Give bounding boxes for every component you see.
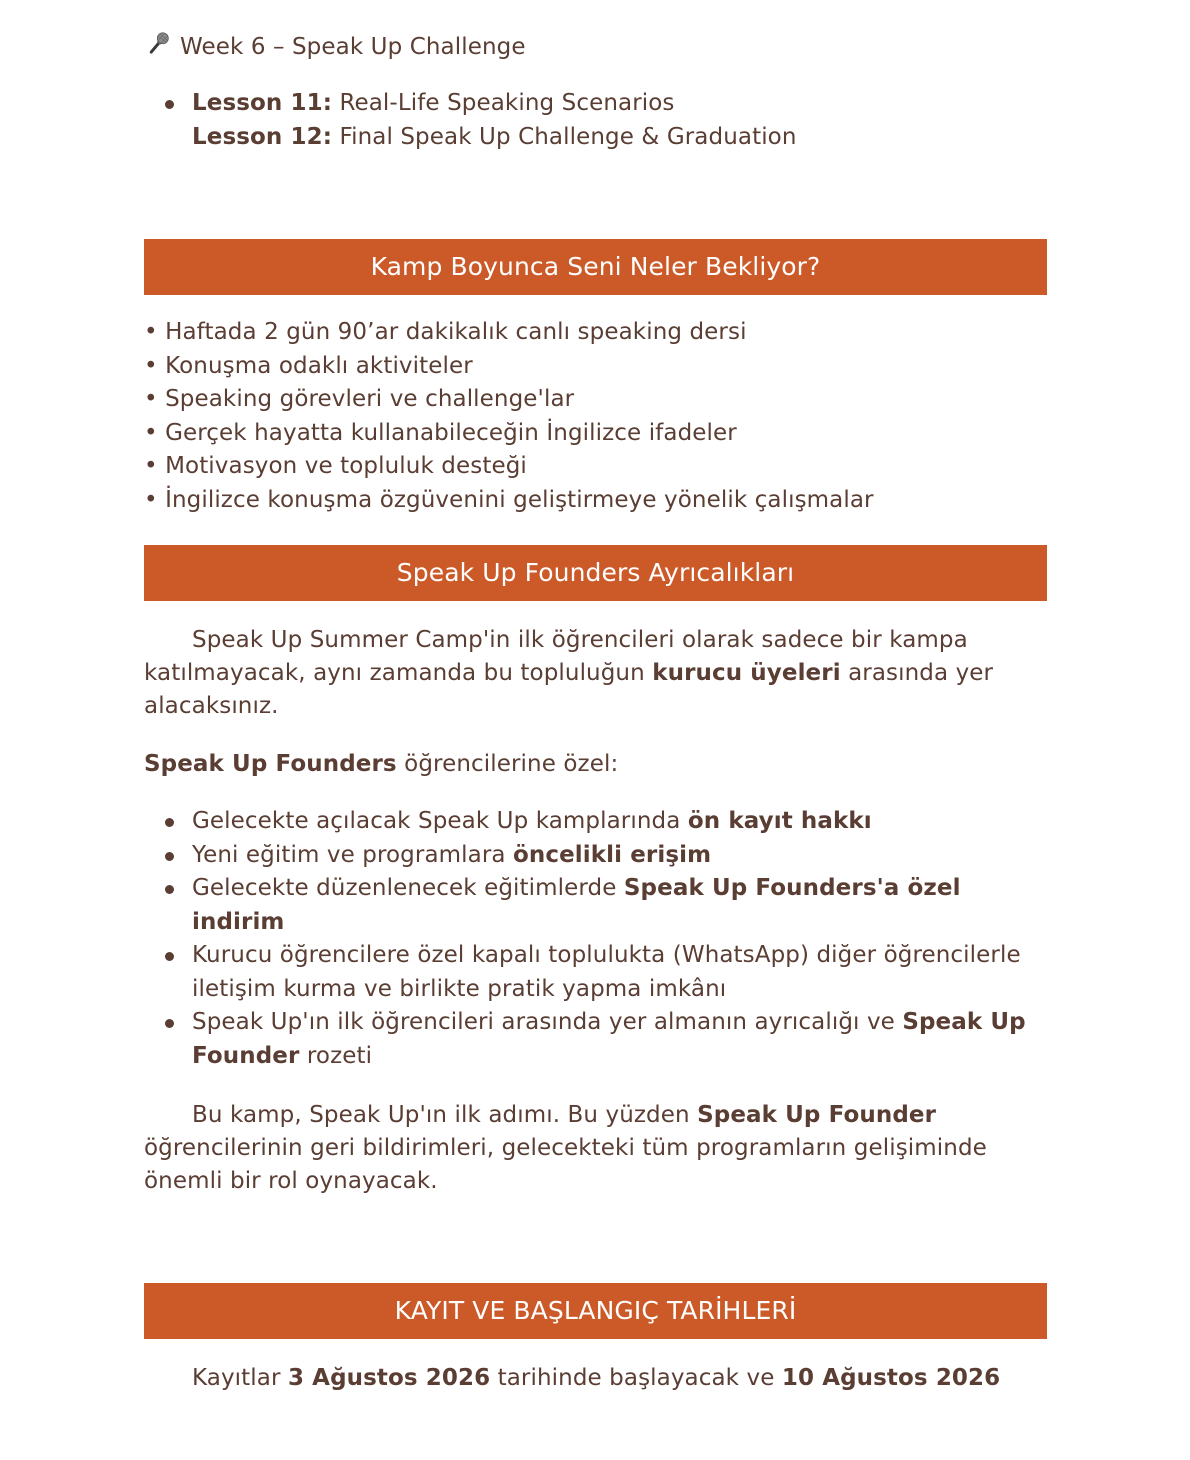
list-item: • İngilizce konuşma özgüvenini geliştirmeye yönelik çalışmalar — [144, 486, 874, 513]
perk-text: rozeti — [299, 1042, 373, 1069]
list-item — [144, 1006, 1047, 1073]
list-item: • Motivasyon ve topluluk desteği — [144, 453, 527, 480]
week-title — [144, 30, 526, 64]
list-item: • Speaking görevleri ve challenge'lar — [144, 386, 575, 413]
list-item — [144, 805, 1047, 839]
perk-bold-text: Speak Up Founders'a özel indirim — [192, 875, 961, 935]
founders-perks-list — [144, 805, 1047, 1073]
lesson-list — [144, 87, 1047, 154]
registration-dates-paragraph — [144, 1362, 1047, 1395]
start-date: 3 Ağustos 2026 — [287, 1365, 491, 1391]
founders-closing-paragraph — [144, 1099, 1047, 1198]
list-item — [144, 939, 1047, 1006]
camp-features-list — [144, 316, 1047, 518]
perk-text: Kurucu öğrencilere özel kapalı toplulukta (WhatsApp) diğer öğrencilerle iletişim kurma ve birlikte pratik yapma imkânı — [192, 942, 1021, 1002]
lesson-label: Lesson 12: — [192, 123, 333, 150]
week-title-text: Week 6 – Speak Up Challenge — [180, 34, 526, 60]
paragraph-bold-text: kurucu üyeleri — [652, 660, 841, 686]
perk-bold-text: Speak Up Founder — [192, 1009, 1026, 1069]
section-heading-banner: Kamp Boyunca Seni Neler Bekliyor? — [144, 239, 1047, 295]
perk-text: Yeni eğitim ve programlara — [192, 841, 513, 868]
end-date: 10 Ağustos 2026 — [781, 1365, 1001, 1391]
paragraph-text: arasında yer alacaksınız. — [144, 660, 994, 719]
microphone-icon — [144, 30, 172, 58]
perk-bold-text: öncelikli erişim — [512, 841, 712, 868]
list-item — [144, 839, 1047, 873]
paragraph-bold-text: Speak Up Founder — [697, 1102, 937, 1128]
section-heading-banner: Speak Up Founders Ayrıcalıkları — [144, 545, 1047, 601]
paragraph-text: öğrencilerine özel: — [396, 751, 619, 777]
paragraph-bold-text: Speak Up Founders — [144, 751, 397, 777]
perk-text: Gelecekte düzenlenecek eğitimlerde — [192, 875, 624, 901]
paragraph-text: tarihinde başlayacak ve — [490, 1365, 782, 1391]
list-item: • Konuşma odaklı aktiviteler — [144, 352, 473, 379]
lesson-text: Real-Life Speaking Scenarios — [332, 90, 675, 116]
lesson-label: Lesson 11: — [192, 90, 333, 116]
paragraph-text: Speak Up Summer Camp'in ilk öğrencileri olarak sadece bir kampa katılmayacak, aynı zamanda bu topluluğun — [144, 627, 968, 686]
list-item — [144, 87, 1047, 154]
paragraph-text: Bu kamp, Speak Up'ın ilk adımı. Bu yüzden — [192, 1102, 698, 1128]
paragraph-text: öğrencilerinin geri bildirimleri, gelecekteki tüm programların gelişiminde önemli bir rol oynayacak. — [144, 1135, 987, 1194]
paragraph-text: Kayıtlar — [192, 1365, 288, 1391]
list-item — [144, 872, 1047, 939]
perk-bold-text: ön kayıt hakkı — [687, 808, 872, 834]
list-item: • Gerçek hayatta kullanabileceğin İngilizce ifadeler — [144, 419, 737, 446]
founders-intro-paragraph — [144, 624, 1047, 723]
founders-lead-paragraph — [144, 748, 1047, 781]
lesson-text: Final Speak Up Challenge & Graduation — [332, 123, 797, 150]
list-item: • Haftada 2 gün 90’ar dakikalık canlı speaking dersi — [144, 319, 747, 345]
perk-text: Speak Up'ın ilk öğrencileri arasında yer almanın ayrıcalığı ve — [192, 1009, 903, 1035]
perk-text: Gelecekte açılacak Speak Up kamplarında — [192, 808, 688, 834]
section-heading-banner: KAYIT VE BAŞLANGIÇ TARİHLERİ — [144, 1283, 1047, 1339]
